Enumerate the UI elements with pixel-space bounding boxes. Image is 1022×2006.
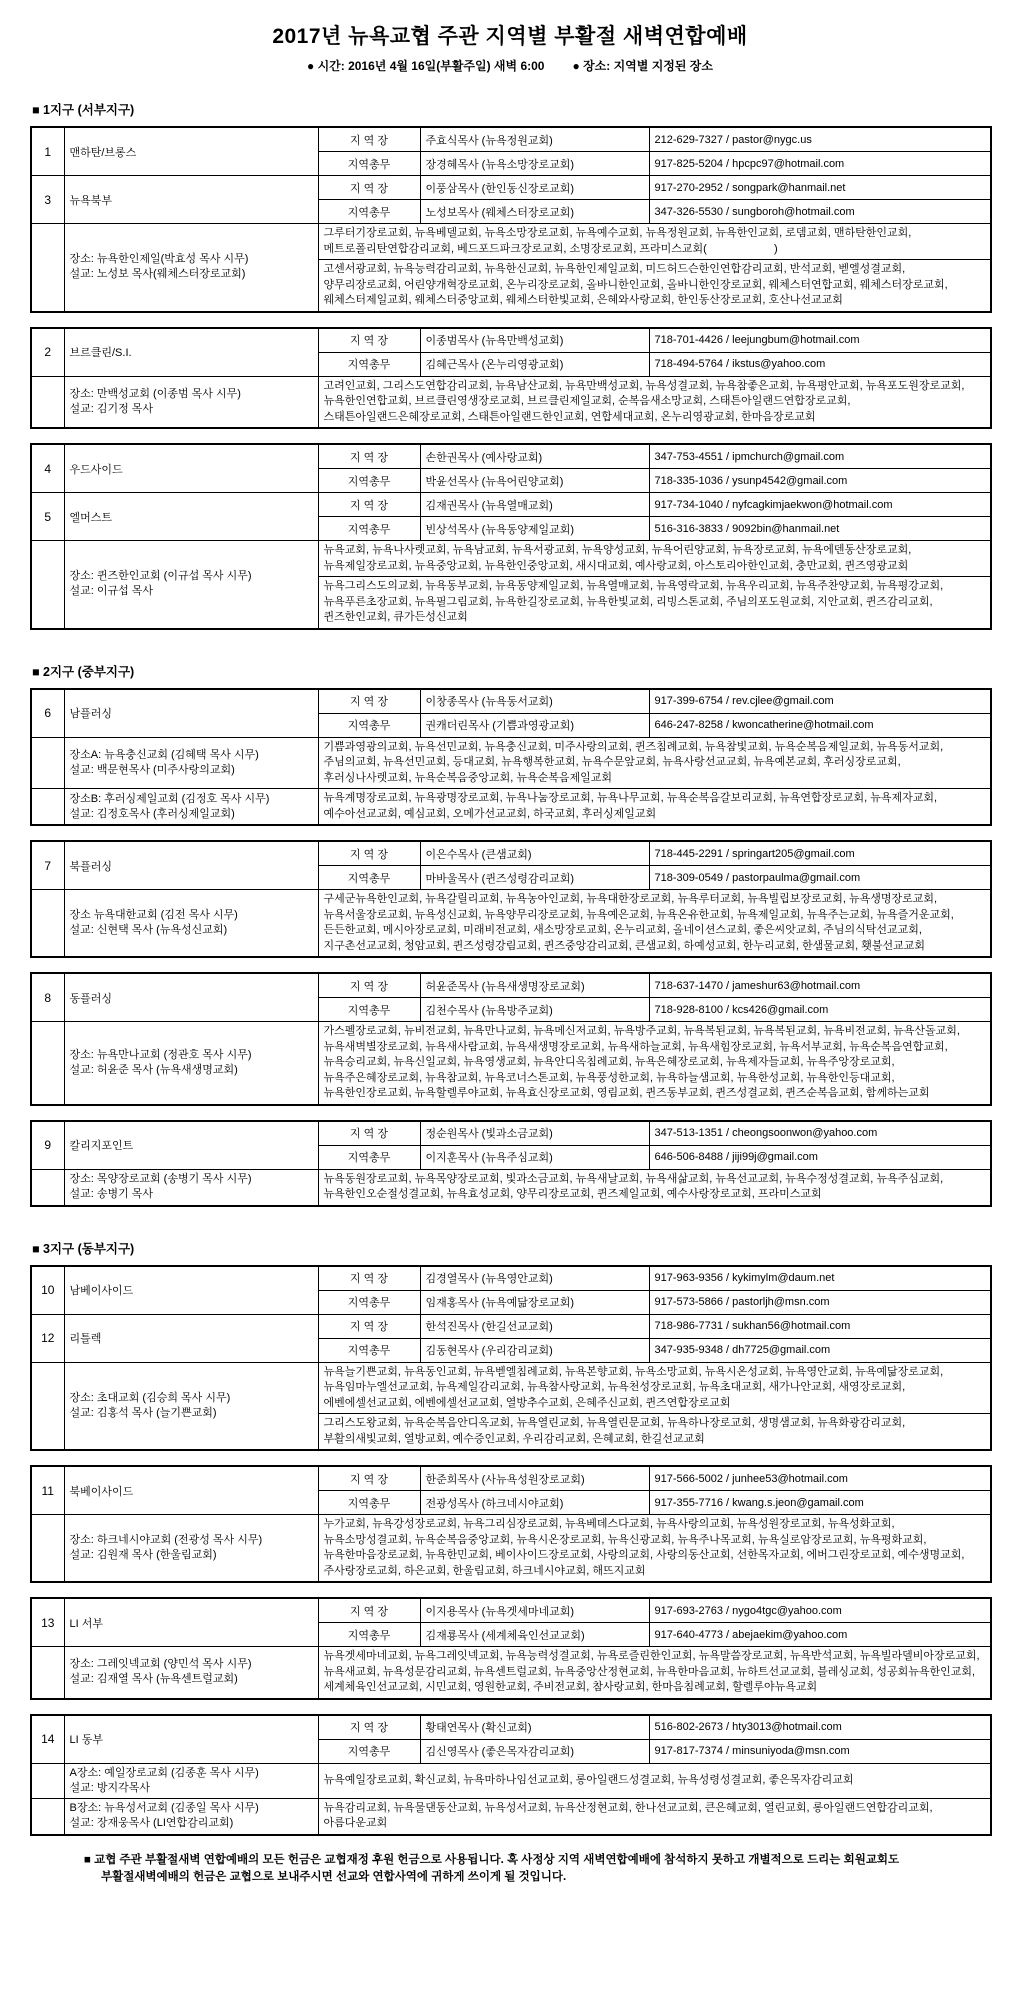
church-list-row	[31, 890, 991, 958]
chief-contact-cell: 718-986-7731 / sukhan56@hotmail.com	[649, 1314, 991, 1338]
secretary-pastor-cell: 전광성목사 (하크네시야교회)	[420, 1491, 649, 1515]
church-list-cell: 뉴욕감리교회, 뉴욕물댄동산교회, 뉴욕성서교회, 뉴욕산정현교회, 한나선교교회, 큰은혜교회, 열린교회, 롱아일랜드연합감리교회, 아름다운교회	[318, 1798, 991, 1835]
role-label-chief: 지 역 장	[318, 841, 420, 866]
empty-number-cell	[31, 1362, 64, 1450]
church-list-cell: 뉴욕겟세마네교회, 뉴욕그레잇넥교회, 뉴욕능력성결교회, 뉴욕로즐린한인교회, 뉴욕말씀장로교회, 뉴욕반석교회, 뉴욕빌라델비아장로교회, 뉴욕새교회, 뉴욕성문감리교회, 뉴욕센트럴교회, 뉴욕중앙산정현교회, 뉴욕한마음교회, 뉴하트선교교회, 블레싱교회, 성공회뉴욕한인교회, 세계체육인선교교회, 시민교회, 영원한교회, 주비전교회, 참사랑교회, 한마음침례교회, 할렐루야뉴욕교회	[318, 1647, 991, 1699]
secretary-pastor-cell: 이지훈목사 (뉴욕주심교회)	[420, 1145, 649, 1169]
secretary-pastor-cell: 노성보목사 (웨체스터장로교회)	[420, 200, 649, 224]
empty-number-cell	[31, 1763, 64, 1798]
chief-contact-cell: 718-445-2291 / springart205@gmail.com	[649, 841, 991, 866]
region-number: 11	[31, 1466, 64, 1515]
region-header-row	[31, 1121, 991, 1146]
secretary-pastor-cell: 김재룡목사 (세계체육인선교교회)	[420, 1623, 649, 1647]
chief-pastor-cell: 김경열목사 (뉴욕영안교회)	[420, 1266, 649, 1291]
church-list-cell: 가스펠장로교회, 뉴비전교회, 뉴욕만나교회, 뉴욕메신저교회, 뉴욕방주교회, 뉴욕복된교회, 뉴욕복된교회, 뉴욕비전교회, 뉴욕산돌교회, 뉴욕새벽별장로교회, 뉴욕새사람교회, 뉴욕새생명장로교회, 뉴욕새하늘교회, 뉴욕새힘장로교회, 뉴욕서부교회, 뉴욕순복음연합교회, 뉴욕승리교회, 뉴욕신일교회, 뉴욕영생교회, 뉴욕안디옥침례교회, 뉴욕은혜장로교회, 뉴욕제자들교회, 뉴욕주앙장로교회, 뉴욕주은혜장로교회, 뉴욕참교회, 뉴욕코너스톤교회, 뉴욕풍성한교회, 뉴욕하늘샘교회, 뉴욕한성교회, 뉴욕한인등대교회, 뉴욕한인장로교회, 뉴욕할렐루야교회, 뉴욕효신장로교회, 영림교회, 퀸즈동부교회, 퀸즈성결교회, 퀸즈순복음교회, 함께하는교회	[318, 1022, 991, 1105]
empty-number-cell	[31, 541, 64, 629]
venue-line: 설교: 김정호목사 (후러싱제일교회)	[69, 807, 235, 820]
empty-number-cell	[31, 789, 64, 826]
region-group-table	[30, 1714, 992, 1836]
empty-number-cell	[31, 1515, 64, 1583]
region-header-row	[31, 176, 991, 200]
region-number: 2	[31, 328, 64, 377]
region-name: 우드사이드	[64, 444, 318, 493]
region-group-table	[30, 327, 992, 430]
church-list-cell: 그루터기장로교회, 뉴욕베델교회, 뉴욕소망장로교회, 뉴욕예수교회, 뉴욕정원교회, 뉴욕한인교회, 로뎀교회, 맨하탄한인교회, 메트로폴리탄연합감리교회, 베드포드파크장로교회, 소명장로교회, 프라미스교회( )	[318, 224, 991, 260]
section-heading: ■ 2지구 (중부지구)	[32, 664, 135, 679]
secretary-contact-cell: 718-309-0549 / pastorpaulma@gmail.com	[649, 866, 991, 890]
role-label-secretary: 지역총무	[318, 1145, 420, 1169]
venue-line: A장소: 예일장로교회 (김종훈 목사 시무)	[69, 1766, 259, 1779]
region-name: 맨하탄/브롱스	[64, 127, 318, 176]
venue-line: 설교: 허윤준 목사 (뉴욕새생명교회)	[69, 1063, 238, 1076]
role-label-secretary: 지역총무	[318, 152, 420, 176]
region-number: 5	[31, 493, 64, 541]
secretary-pastor-cell: 마바울목사 (퀸즈성령감리교회)	[420, 866, 649, 890]
secretary-contact-cell: 347-935-9348 / dh7725@gmail.com	[649, 1338, 991, 1362]
church-list-cell: 뉴욕그리스도의교회, 뉴욕동부교회, 뉴욕동양제일교회, 뉴욕열매교회, 뉴욕영락교회, 뉴욕우리교회, 뉴욕주찬양교회, 뉴욕평강교회, 뉴욕푸른초장교회, 뉴욕필그림교회, 뉴욕한길장로교회, 뉴욕한빛교회, 리빙스톤교회, 주님의포도원교회, 지안교회, 퀸즈감리교회, 퀸즈한인교회, 큐가든성신교회	[318, 577, 991, 629]
chief-pastor-cell: 황태연목사 (확신교회)	[420, 1715, 649, 1740]
venue-line: 설교: 김기정 목사	[69, 402, 154, 415]
venue-line: 장소: 뉴욕만나교회 (정관호 목사 시무)	[69, 1048, 252, 1061]
venue-line: 설교: 김재열 목사 (뉴욕센트럴교회)	[69, 1673, 238, 1686]
region-group-table	[30, 126, 992, 313]
role-label-secretary: 지역총무	[318, 352, 420, 376]
venue-cell	[64, 1169, 318, 1206]
region-number: 9	[31, 1121, 64, 1170]
region-header-row	[31, 1598, 991, 1623]
venue-line: 설교: 장재웅목사 (LI연합감리교회)	[69, 1817, 234, 1829]
role-label-secretary: 지역총무	[318, 1338, 420, 1362]
secretary-pastor-cell: 김천수목사 (뉴욕방주교회)	[420, 998, 649, 1022]
chief-pastor-cell: 주효식목사 (뉴욕정원교회)	[420, 127, 649, 152]
venue-line: 장소: 뉴욕한인제일(박효성 목사 시무)	[69, 253, 249, 266]
empty-number-cell	[31, 376, 64, 428]
secretary-pastor-cell: 빈상석목사 (뉴욕동양제일교회)	[420, 517, 649, 541]
region-name: 북베이사이드	[64, 1466, 318, 1515]
church-list-row	[31, 541, 991, 577]
region-number: 14	[31, 1715, 64, 1764]
church-list-cell: 뉴욕늘기쁜교회, 뉴욕동인교회, 뉴욕벧엘침례교회, 뉴욕본향교회, 뉴욕소망교회, 뉴욕시온성교회, 뉴욕영안교회, 뉴욕예닮장로교회, 뉴욕임마누엘선교교회, 뉴욕제일감리교회, 뉴욕참사랑교회, 뉴욕천성장로교회, 뉴욕초대교회, 새가나안교회, 새영장로교회, 에벤에셀선교교회, 에벤에셀선교교회, 열방추수교회, 은혜주신교회, 퀸즈연합장로교회	[318, 1362, 991, 1414]
secretary-contact-cell: 917-825-5204 / hpcpc97@hotmail.com	[649, 152, 991, 176]
chief-pastor-cell: 손한권목사 (예사랑교회)	[420, 444, 649, 469]
role-label-chief: 지 역 장	[318, 493, 420, 517]
secretary-contact-cell: 917-817-7374 / minsuniyoda@msn.com	[649, 1739, 991, 1763]
chief-pastor-cell: 허윤준목사 (뉴욕새생명장로교회)	[420, 973, 649, 998]
chief-pastor-cell: 이지용목사 (뉴욕겟세마네교회)	[420, 1598, 649, 1623]
venue-line: 장소B: 후러싱제일교회 (김정호 목사 시무)	[69, 792, 270, 805]
region-group-table	[30, 688, 992, 827]
empty-number-cell	[31, 890, 64, 958]
region-name: 남플러싱	[64, 689, 318, 738]
venue-line: 장소: 목양장로교회 (송병기 목사 시무)	[69, 1173, 252, 1185]
church-list-row	[31, 1022, 991, 1105]
venue-line: 장소A: 뉴욕충신교회 (김혜택 목사 시무)	[69, 748, 259, 761]
region-header-row	[31, 493, 991, 517]
church-list-row	[31, 1763, 991, 1798]
chief-contact-cell: 718-637-1470 / jameshur63@hotmail.com	[649, 973, 991, 998]
church-list-row	[31, 737, 991, 789]
role-label-chief: 지 역 장	[318, 689, 420, 714]
chief-contact-cell: 917-693-2763 / nygo4tgc@yahoo.com	[649, 1598, 991, 1623]
venue-line: 설교: 백문현목사 (미주사랑의교회)	[69, 763, 235, 776]
role-label-secretary: 지역총무	[318, 1491, 420, 1515]
secretary-contact-cell: 646-247-8258 / kwoncatherine@hotmail.com	[649, 713, 991, 737]
secretary-contact-cell: 917-573-5866 / pastorljh@msn.com	[649, 1290, 991, 1314]
secretary-contact-cell: 917-640-4773 / abejaekim@yahoo.com	[649, 1623, 991, 1647]
region-header-row	[31, 127, 991, 152]
church-list-row	[31, 224, 991, 260]
region-group-table	[30, 1265, 992, 1452]
role-label-secretary: 지역총무	[318, 998, 420, 1022]
section-heading: ■ 3지구 (동부지구)	[32, 1241, 135, 1256]
chief-contact-cell: 917-566-5002 / junhee53@hotmail.com	[649, 1466, 991, 1491]
section-heading: ■ 1지구 (서부지구)	[32, 103, 135, 117]
region-group-table	[30, 1120, 992, 1207]
secretary-contact-cell: 516-316-3833 / 9092bin@hanmail.net	[649, 517, 991, 541]
empty-number-cell	[31, 1022, 64, 1105]
secretary-pastor-cell: 권캐더린목사 (기쁨과영광교회)	[420, 713, 649, 737]
region-number: 3	[31, 176, 64, 224]
region-group-table	[30, 972, 992, 1106]
document-subtitle	[30, 57, 990, 74]
secretary-pastor-cell: 박윤선목사 (뉴욕어린양교회)	[420, 469, 649, 493]
region-name: 칼리지포인트	[64, 1121, 318, 1170]
venue-cell	[64, 789, 318, 826]
role-label-secretary: 지역총무	[318, 200, 420, 224]
venue-cell	[64, 1763, 318, 1798]
church-list-row	[31, 1798, 991, 1835]
church-list-row	[31, 1362, 991, 1414]
region-header-row	[31, 1266, 991, 1291]
region-number: 1	[31, 127, 64, 176]
venue-line: 설교: 송병기 목사	[69, 1188, 154, 1200]
secretary-pastor-cell: 김신영목사 (좋은목자감리교회)	[420, 1739, 649, 1763]
region-name: 뉴욕북부	[64, 176, 318, 224]
venue-line: 장소: 하크네시야교회 (전광성 목사 시무)	[69, 1534, 263, 1546]
church-list-cell: 구세군뉴욕한인교회, 뉴욕갈릴리교회, 뉴욕농아인교회, 뉴욕대한장로교회, 뉴욕루터교회, 뉴욕빌립보장로교회, 뉴욕생명장로교회, 뉴욕서울장로교회, 뉴욕성신교회, 뉴욕양무리장로교회, 뉴욕예은교회, 뉴욕온유한교회, 뉴욕제일교회, 뉴욕주는교회, 뉴욕즐거운교회, 든든한교회, 메시아장로교회, 미래비전교회, 새소망장로교회, 온누리교회, 올네이션스교회, 좋은씨앗교회, 주님의식탁선교교회, 지구촌선교교회, 청암교회, 퀸즈성령강림교회, 퀸즈중앙감리교회, 큰샘교회, 하예성교회, 한누리교회, 한샘물교회, 횃불선교교회	[318, 890, 991, 958]
church-list-cell: 고센서광교회, 뉴욕능력감리교회, 뉴욕한신교회, 뉴욕한인제일교회, 미드허드슨한인연합감리교회, 반석교회, 벧엘성결교회, 양무리장로교회, 어린양개혁장로교회, 온누리장로교회, 올바니한인교회, 올바니한인장로교회, 웨체스터연합교회, 웨체스터장로교회, 웨체스터제일교회, 웨체스터중앙교회, 웨체스터한빛교회, 은혜와사랑교회, 한인동산장로교회, 호산나선교교회	[318, 260, 991, 312]
region-header-row	[31, 328, 991, 353]
region-number: 10	[31, 1266, 64, 1315]
church-list-cell: 뉴욕동원장로교회, 뉴욕목양장로교회, 빛과소금교회, 뉴욕새날교회, 뉴욕새삶교회, 뉴욕선교교회, 뉴욕수정성결교회, 뉴욕주심교회, 뉴욕한인오순절성결교회, 뉴욕효성교회, 양무리장로교회, 퀸즈제일교회, 예수사랑장로교회, 프라미스교회	[318, 1169, 991, 1206]
region-number: 7	[31, 841, 64, 890]
region-group-table	[30, 840, 992, 958]
region-number: 13	[31, 1598, 64, 1647]
venue-cell	[64, 541, 318, 629]
role-label-secretary: 지역총무	[318, 469, 420, 493]
venue-cell	[64, 1362, 318, 1450]
region-group-table	[30, 1465, 992, 1583]
chief-contact-cell: 347-753-4551 / ipmchurch@gmail.com	[649, 444, 991, 469]
role-label-chief: 지 역 장	[318, 127, 420, 152]
secretary-pastor-cell: 김동현목사 (우리감리교회)	[420, 1338, 649, 1362]
venue-line: 장소: 초대교회 (김승희 목사 시무)	[69, 1391, 231, 1404]
footer-note: ■ 교협 주관 부활절새벽 연합예배의 모든 헌금은 교협재정 후원 헌금으로 사용됩니다. 혹 사정상 지역 새벽연합예배에 참석하지 못하고 개별적으로 드리는 회원교회도 부활절새벽예배의 헌금은 교협으로 보내주시면 선교와 연합사역에 귀하게 쓰이게 될 것입니다.	[84, 1853, 900, 1883]
empty-number-cell	[31, 1798, 64, 1835]
region-header-row	[31, 1715, 991, 1740]
region-header-row	[31, 973, 991, 998]
role-label-chief: 지 역 장	[318, 1121, 420, 1146]
region-group-table	[30, 1597, 992, 1700]
role-label-chief: 지 역 장	[318, 328, 420, 353]
church-list-cell: 기쁨과영광의교회, 뉴욕선민교회, 뉴욕충신교회, 미주사랑의교회, 퀸즈침례교회, 뉴욕참빛교회, 뉴욕순복음제일교회, 뉴욕동서교회, 주님의교회, 뉴욕선민교회, 등대교회, 뉴욕행복한교회, 뉴욕수문앞교회, 뉴욕사랑선교교회, 뉴욕예본교회, 후러싱장로교회, 후러싱나사렛교회, 뉴욕순복음중앙교회, 뉴욕순복음제일교회	[318, 737, 991, 789]
chief-contact-cell: 917-270-2952 / songpark@hanmail.net	[649, 176, 991, 200]
region-number: 12	[31, 1314, 64, 1362]
church-list-row	[31, 1647, 991, 1699]
church-list-row	[31, 789, 991, 826]
region-header-row	[31, 1314, 991, 1338]
region-name: 남베이사이드	[64, 1266, 318, 1315]
church-list-row	[31, 376, 991, 428]
church-list-cell: 뉴욕계명장로교회, 뉴욕광명장로교회, 뉴욕나눔장로교회, 뉴욕나무교회, 뉴욕순복음갈보리교회, 뉴욕연합장로교회, 뉴욕제자교회, 예수아선교교회, 예심교회, 오메가선교교회, 하국교회, 후러싱제일교회	[318, 789, 991, 826]
venue-line: 장소: 퀸즈한인교회 (이규섭 목사 시무)	[69, 570, 252, 583]
role-label-secretary: 지역총무	[318, 1290, 420, 1314]
secretary-contact-cell: 646-506-8488 / jiji99j@gmail.com	[649, 1145, 991, 1169]
region-name: 브르클린/S.I.	[64, 328, 318, 377]
secretary-pastor-cell: 김혜근목사 (온누리영광교회)	[420, 352, 649, 376]
secretary-contact-cell: 718-494-5764 / ikstus@yahoo.com	[649, 352, 991, 376]
chief-contact-cell: 516-802-2673 / hty3013@hotmail.com	[649, 1715, 991, 1740]
church-list-cell: 그리스도왕교회, 뉴욕순복음안디옥교회, 뉴욕열린교회, 뉴욕열린문교회, 뉴욕하나장로교회, 생명샘교회, 뉴욕화광감리교회, 부활의새빛교회, 열방교회, 예수증인교회, 우리감리교회, 은혜교회, 한길선교교회	[318, 1414, 991, 1451]
region-header-row	[31, 444, 991, 469]
empty-number-cell	[31, 737, 64, 789]
region-number: 4	[31, 444, 64, 493]
document-title: 2017년 뉴욕교협 주관 지역별 부활절 새벽연합예배	[272, 25, 748, 48]
venue-cell	[64, 1647, 318, 1699]
region-name: 엘머스트	[64, 493, 318, 541]
venue-cell	[64, 737, 318, 789]
chief-pastor-cell: 정순원목사 (빛과소금교회)	[420, 1121, 649, 1146]
empty-number-cell	[31, 1647, 64, 1699]
chief-pastor-cell: 한석진목사 (한길선교교회)	[420, 1314, 649, 1338]
venue-line: 장소: 만백성교회 (이종범 목사 시무)	[69, 387, 241, 400]
church-list-cell: 고려인교회, 그리스도연합감리교회, 뉴욕남산교회, 뉴욕만백성교회, 뉴욕성결교회, 뉴욕참좋은교회, 뉴욕평안교회, 뉴욕포도원장로교회, 뉴욕한인연합교회, 브르클린영생장로교회, 브르클린제일교회, 순복음새소망교회, 스태튼아일랜드연합장로교회, 스태튼아일랜드은혜장로교회, 스태튼아일랜드한인교회, 연합세대교회, 온누리영광교회, 한마음장로교회	[318, 376, 991, 428]
role-label-chief: 지 역 장	[318, 1266, 420, 1291]
chief-pastor-cell: 김재권목사 (뉴욕열매교회)	[420, 493, 649, 517]
document-body	[30, 100, 990, 1836]
secretary-contact-cell: 347-326-5530 / sungboroh@hotmail.com	[649, 200, 991, 224]
role-label-chief: 지 역 장	[318, 973, 420, 998]
region-name: 동플러싱	[64, 973, 318, 1022]
venue-line: 설교: 김홍석 목사 (늘기쁜교회)	[69, 1406, 217, 1419]
role-label-chief: 지 역 장	[318, 176, 420, 200]
region-header-row	[31, 689, 991, 714]
region-header-row	[31, 841, 991, 866]
region-number: 8	[31, 973, 64, 1022]
region-name: 리틀렉	[64, 1314, 318, 1362]
region-group-table	[30, 443, 992, 630]
subtitle-time: ● 시간: 2016년 4월 16일(부활주일) 새벽 6:00	[306, 59, 545, 73]
region-name: LI 서부	[64, 1598, 318, 1647]
church-list-row	[31, 1515, 991, 1583]
region-name: LI 동부	[64, 1715, 318, 1764]
venue-cell	[64, 1515, 318, 1583]
chief-contact-cell: 917-734-1040 / nyfcagkimjaekwon@hotmail.com	[649, 493, 991, 517]
region-number: 6	[31, 689, 64, 738]
venue-line: 설교: 이규섭 목사	[69, 585, 154, 598]
secretary-pastor-cell: 임재홍목사 (뉴욕예닮장로교회)	[420, 1290, 649, 1314]
venue-line: 장소 뉴욕대한교회 (김전 목사 시무)	[69, 909, 238, 921]
empty-number-cell	[31, 224, 64, 312]
role-label-secretary: 지역총무	[318, 713, 420, 737]
chief-pastor-cell: 이은수목사 (큰샘교회)	[420, 841, 649, 866]
role-label-chief: 지 역 장	[318, 1466, 420, 1491]
role-label-chief: 지 역 장	[318, 1314, 420, 1338]
role-label-secretary: 지역총무	[318, 1623, 420, 1647]
venue-line: 설교: 신현택 목사 (뉴욕성신교회)	[69, 924, 228, 936]
secretary-pastor-cell: 장경혜목사 (뉴욕소망장로교회)	[420, 152, 649, 176]
chief-pastor-cell: 한준희목사 (사뉴욕성원장로교회)	[420, 1466, 649, 1491]
venue-cell	[64, 224, 318, 312]
venue-cell	[64, 1022, 318, 1105]
role-label-secretary: 지역총무	[318, 1739, 420, 1763]
subtitle-place: ● 장소: 지역별 지정된 장소	[572, 59, 713, 73]
chief-contact-cell: 212-629-7327 / pastor@nygc.us	[649, 127, 991, 152]
venue-cell	[64, 376, 318, 428]
empty-number-cell	[31, 1169, 64, 1206]
region-name: 북플러싱	[64, 841, 318, 890]
role-label-secretary: 지역총무	[318, 866, 420, 890]
role-label-secretary: 지역총무	[318, 517, 420, 541]
venue-line: 장소: 그레잇넥교회 (양민석 목사 시무)	[69, 1658, 252, 1671]
role-label-chief: 지 역 장	[318, 1715, 420, 1740]
venue-line: 설교: 김원재 목사 (한울림교회)	[69, 1549, 217, 1561]
church-list-cell: 뉴욕예일장로교회, 확신교회, 뉴욕마하나임선교교회, 롱아일랜드성결교회, 뉴욕성령성결교회, 좋은목자감리교회	[318, 1763, 991, 1798]
venue-line: 설교: 방지각목사	[69, 1781, 150, 1794]
church-list-row	[31, 1169, 991, 1206]
chief-pastor-cell: 이종범목사 (뉴욕만백성교회)	[420, 328, 649, 353]
venue-line: B장소: 뉴욕성서교회 (김종일 목사 시무)	[69, 1802, 259, 1814]
chief-contact-cell: 718-701-4426 / leejungbum@hotmail.com	[649, 328, 991, 353]
chief-contact-cell: 917-963-9356 / kykimylm@daum.net	[649, 1266, 991, 1291]
chief-contact-cell: 347-513-1351 / cheongsoonwon@yahoo.com	[649, 1121, 991, 1146]
church-list-cell: 누가교회, 뉴욕강성장로교회, 뉴욕그리심장로교회, 뉴욕베데스다교회, 뉴욕사랑의교회, 뉴욕성원장로교회, 뉴욕성화교회, 뉴욕소망성결교회, 뉴욕순복음중앙교회, 뉴욕시온장로교회, 뉴욕신광교회, 뉴욕주나목교회, 뉴욕실로암장로교회, 뉴욕평화교회, 뉴욕한마음장로교회, 뉴욕한민교회, 베이사이드장로교회, 사랑의교회, 사랑의동산교회, 선한목자교회, 에버그린장로교회, 예수생명교회, 주사랑장로교회, 하은교회, 한울림교회, 하크네시야교회, 해뜨지교회	[318, 1515, 991, 1583]
venue-cell	[64, 1798, 318, 1835]
region-header-row	[31, 1466, 991, 1491]
role-label-chief: 지 역 장	[318, 444, 420, 469]
venue-line: 설교: 노성보 목사(웨체스터장로교회)	[69, 268, 246, 281]
church-list-cell: 뉴욕교회, 뉴욕나사렛교회, 뉴욕남교회, 뉴욕서광교회, 뉴욕양성교회, 뉴욕어린양교회, 뉴욕장로교회, 뉴욕에덴동산장로교회, 뉴욕제일장로교회, 뉴욕중앙교회, 뉴욕한인중앙교회, 새시대교회, 예사랑교회, 아스토리아한인교회, 충만교회, 퀸즈영광교회	[318, 541, 991, 577]
secretary-contact-cell: 718-335-1036 / ysunp4542@gmail.com	[649, 469, 991, 493]
chief-pastor-cell: 이풍삼목사 (한인동신장로교회)	[420, 176, 649, 200]
role-label-chief: 지 역 장	[318, 1598, 420, 1623]
secretary-contact-cell: 718-928-8100 / kcs426@gmail.com	[649, 998, 991, 1022]
venue-cell	[64, 890, 318, 958]
chief-contact-cell: 917-399-6754 / rev.cjlee@gmail.com	[649, 689, 991, 714]
secretary-contact-cell: 917-355-7716 / kwang.s.jeon@gamail.com	[649, 1491, 991, 1515]
chief-pastor-cell: 이창종목사 (뉴욕동서교회)	[420, 689, 649, 714]
